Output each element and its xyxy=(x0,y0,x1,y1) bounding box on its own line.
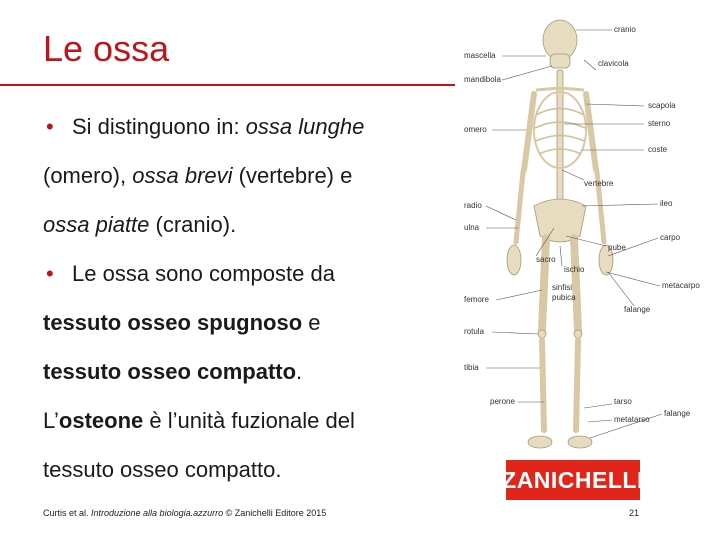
label-falange-foot: falange xyxy=(664,409,691,418)
left-foot xyxy=(528,436,552,448)
bullet-2-term-2: tessuto osseo compatto xyxy=(43,359,297,384)
right-foot xyxy=(568,436,592,448)
label-falange-hand: falange xyxy=(624,305,651,314)
paragraph-line-1 xyxy=(43,396,453,445)
left-patella xyxy=(538,330,546,338)
right-tibia xyxy=(576,340,578,430)
label-carpo: carpo xyxy=(660,233,681,242)
skeleton-diagram xyxy=(456,10,720,465)
bullet-2-term-1: tessuto osseo spugnoso xyxy=(43,310,303,335)
left-tibia xyxy=(542,340,544,430)
paragraph-line-2: tessuto osseo compatto. xyxy=(43,457,282,482)
label-cranio: cranio xyxy=(614,25,636,34)
slide-body xyxy=(43,102,453,494)
right-femur xyxy=(574,238,578,330)
label-rotula: rotula xyxy=(464,327,485,336)
bullet-1-line-2 xyxy=(43,151,453,200)
label-clavicola: clavicola xyxy=(598,59,629,68)
label-ulna: ulna xyxy=(464,223,480,232)
bullet-marker: • xyxy=(46,114,54,139)
right-humerus xyxy=(586,94,596,170)
left-hand xyxy=(507,245,521,275)
label-sacro: sacro xyxy=(536,255,556,264)
page-number: 21 xyxy=(629,508,640,518)
bullet-1-term-2: ossa brevi xyxy=(132,163,233,188)
bullet-2-line-2 xyxy=(43,298,453,347)
label-tibia: tibia xyxy=(464,363,479,372)
label-pube: pube xyxy=(608,243,626,252)
jaw-bone xyxy=(550,54,570,68)
bullet-2-intro: Le ossa sono composte da xyxy=(72,261,335,286)
pelvis-bone xyxy=(534,199,586,242)
footer-book-title: Introduzione alla biologia.azzurro xyxy=(91,508,224,518)
bullet-2-line-1 xyxy=(43,249,453,298)
label-scapola: scapola xyxy=(648,101,676,110)
label-sterno: sterno xyxy=(648,119,671,128)
paragraph-term: osteone xyxy=(58,408,144,433)
label-metatarso: metatarso xyxy=(614,415,650,424)
footer-authors: Curtis et al. xyxy=(43,508,92,518)
label-perone: perone xyxy=(490,397,515,406)
label-omero: omero xyxy=(464,125,487,134)
label-vertebre: vertebre xyxy=(584,179,614,188)
bullet-1-term-3: ossa piatte xyxy=(43,212,150,237)
label-tarso: tarso xyxy=(614,397,632,406)
bullet-2-line-3 xyxy=(43,347,453,396)
label-radio: radio xyxy=(464,201,482,210)
citation-footer xyxy=(43,508,326,518)
title-divider xyxy=(0,84,455,86)
paragraph-rest: è l’unità fuzionale del xyxy=(143,408,355,433)
left-femur xyxy=(542,238,546,330)
label-femore: femore xyxy=(464,295,489,304)
skeleton-illustration xyxy=(456,10,720,465)
publisher-logo: ZANICHELLI xyxy=(506,460,640,500)
right-patella xyxy=(574,330,582,338)
paragraph-pre: L’ xyxy=(43,408,59,433)
bullet-2-end: . xyxy=(296,359,303,384)
label-mascella: mascella xyxy=(464,51,496,60)
label-metacarpo: metacarpo xyxy=(662,281,700,290)
label-ileo: ileo xyxy=(660,199,673,208)
label-mandibola: mandibola xyxy=(464,75,501,84)
label-ischio: ischio xyxy=(564,265,585,274)
bullet-1-line-3 xyxy=(43,200,453,249)
left-forearm xyxy=(516,172,523,242)
footer-publisher: © Zanichelli Editore 2015 xyxy=(223,508,327,518)
slide-title: Le ossa xyxy=(43,28,170,69)
bullet-1-example-2: (vertebre) e xyxy=(232,163,353,188)
bullet-1-example-1: (omero), xyxy=(43,163,133,188)
bullet-1-line-1 xyxy=(43,102,453,151)
bullet-2-mid: e xyxy=(302,310,321,335)
bullet-marker: • xyxy=(46,261,54,286)
label-sinfisi-line-2: pubica xyxy=(552,293,576,302)
label-coste: coste xyxy=(648,145,668,154)
bullet-1-intro: Si distinguono in: xyxy=(72,114,246,139)
left-humerus xyxy=(524,94,534,170)
label-sinfisi-line-1: sinfisi xyxy=(552,283,573,292)
bullet-1-example-3: (cranio). xyxy=(149,212,237,237)
bullet-1-term-1: ossa lunghe xyxy=(245,114,365,139)
